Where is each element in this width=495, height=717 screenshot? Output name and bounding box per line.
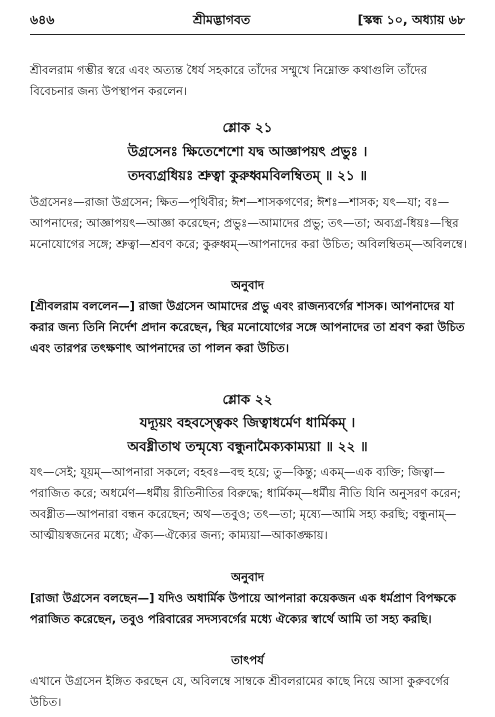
verse-21-synonyms: উগ্রসেনঃ—রাজা উগ্রসেন; ক্ষিত—পৃথিবীর; ঈশ—শাসকগণের; ঈশঃ—শাসক; যৎ—যা; বঃ—আপনাদের; আজ্ঞাপয়ৎ—আজ্ঞা করেছেন; প্রভুঃ—আমাদের প্রভু; তৎ—তা; অব্যগ্র-ধিয়ঃ—স্থির মনোযোগের সঙ্গে; শ্রুত্বা—শ্রবণ করে; কুরুধ্বম্—আপনাদের করা উচিত; অবিলম্বিতম্—অবিলম্বে। [30,195,467,251]
verse-21-line-1: উগ্রসেনঃ ক্ষিতেশেশো যদ্ব আজ্ঞাপয়ৎ প্রভুঃ । [127,144,368,160]
verse-21-title: শ্লোক ২১ [222,120,273,136]
verse-22-translation: [রাজা উগ্রসেন বলছেন—] যদিও অধার্মিক উপায়ে আপনারা কয়েকজন এক ধর্মপ্রাণ বিপক্ষকে পরাজিত করেছেন, তবুও পরিবারের সদস্যবর্গের মধ্যে ঐক্যের স্বার্থে আমি তা সহ্য করছি। [30,591,456,626]
intro-paragraph: শ্রীবলরাম গম্ভীর স্বরে এবং অত্যন্ত ধৈর্য সহকারে তাঁদের সম্মুখে নিম্নোক্ত কথাগুলি তাঁদের বিবেচনার জন্য উপস্থাপন করলেন। [30,63,427,98]
verse-21-translation-title: অনুবাদ [231,278,264,292]
verse-21-line-2: তদব্যগ্রধিয়ঃ শ্রুত্বা কুরুধ্বমবিলম্বিতম্ ॥ ২১ ॥ [127,168,368,184]
purport-paragraph: এখানে উগ্রসেন ইঙ্গিত করছেন যে, অবিলম্বে সাম্বকে শ্রীবলরামের কাছে নিয়ে আসা কুরুবর্গের উচিত। [30,674,450,709]
verse-22-title: শ্লোক ২২ [222,392,273,408]
verse-21-translation: [শ্রীবলরাম বললেন—] রাজা উগ্রসেন আমাদের প্রভু এবং রাজন্যবর্গের শাসক। আপনাদের যা করার জন্য তিনি নির্দেশ প্রদান করেছেন, স্থির মনোযোগের সঙ্গে আপনাদের তা শ্রবণ করা উচিত এবং তারপর তৎক্ষণাৎ আপনাদের তা পালন করা উচিত। [30,299,465,355]
book-title: শ্রীমদ্ভাগবত [193,12,251,27]
header-rule [30,34,465,35]
verse-22-translation-title: অনুবাদ [231,570,264,584]
canto-chapter: [স্কন্ধ ১০, অধ্যায় ৬৮ [357,12,465,27]
verse-22-synonyms: যৎ—সেই; যূয়ম্—আপনারা সকলে; বহবঃ—বহু হয়ে; তু—কিন্তু; একম্—এক ব্যক্তি; জিত্বা—পরাজিত করে; অধর্মেণ—ধর্মীয় রীতিনীতির বিরুদ্ধে; ধার্মিকম্—ধর্মীয় নীতি যিনি অনুসরণ করেন; অবধ্নীত—আপনারা বন্ধন করেছেন; অথ—তবুও; তৎ—তা; মৃষ্যে—আমি সহ্য করছি; বন্ধুনাম্—আত্মীয়স্বজনের মধ্যে; ঐক্য—ঐক্যের জন্য; কাম্যয়া—আকাঙ্ক্ষায়। [30,465,461,542]
verse-22-line-2: অবধ্নীতাথ তন্মৃষ্যে বন্ধুনামৈক্যকাম্যয়া ॥ ২২ ॥ [127,439,368,455]
purport-title: তাৎপর্য [231,653,264,667]
verse-22-line-1: যদ্যূয়ং বহবস্ত্বেকং জিত্বাধর্মেণ ধার্মিকম্ । [139,415,356,431]
page-number: ৬৪৬ [30,12,55,27]
